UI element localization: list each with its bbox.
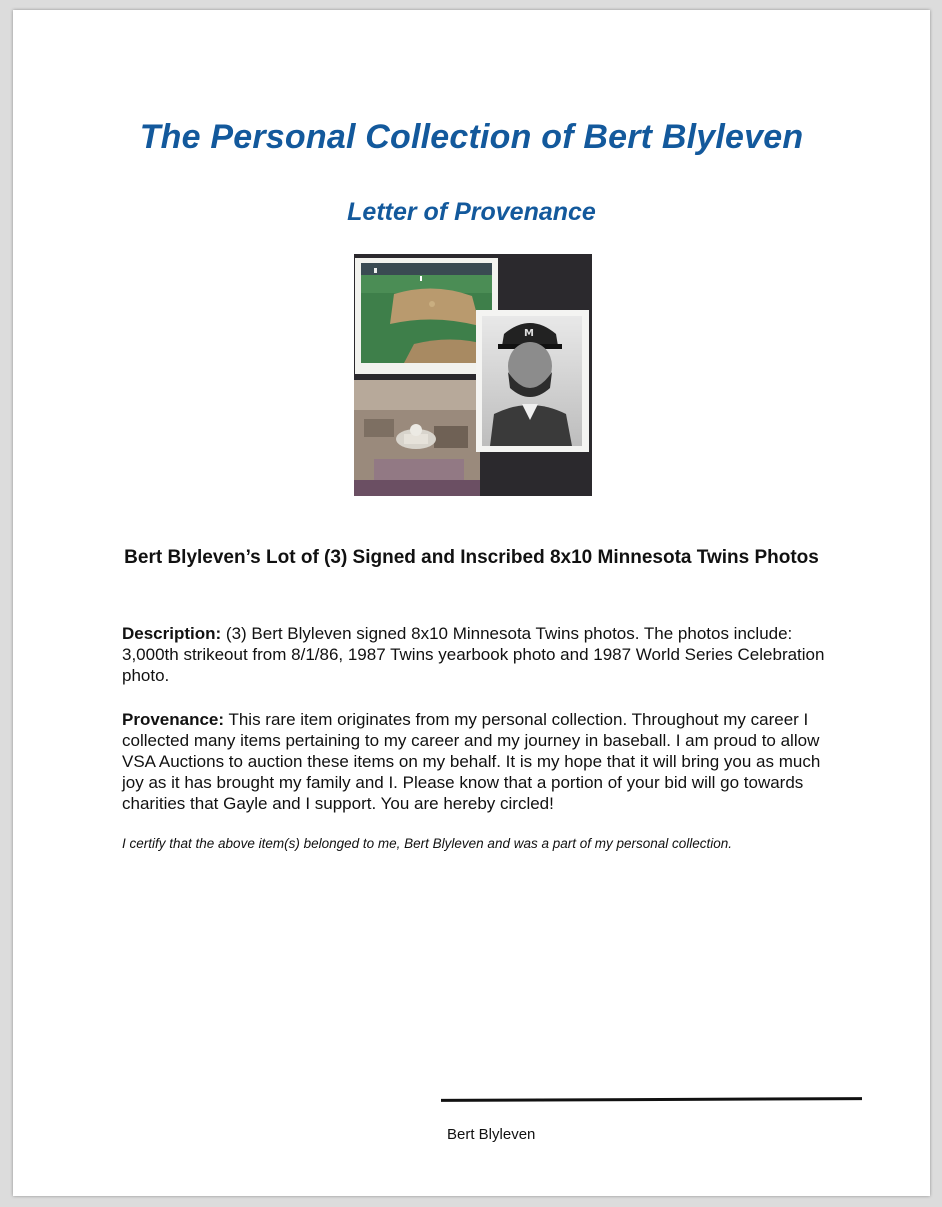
svg-text:M: M — [524, 328, 534, 339]
signature-line — [441, 1097, 862, 1102]
description-label: Description: — [122, 624, 222, 643]
provenance-label: Provenance: — [122, 710, 225, 729]
certification-statement: I certify that the above item(s) belonged to me, Bert Blyleven and was a part of my personal collection. — [122, 836, 733, 851]
lot-photo — [354, 254, 592, 496]
description-paragraph — [122, 623, 832, 686]
page-subtitle: Letter of Provenance — [347, 198, 596, 226]
lot-title: Bert Blyleven’s Lot of (3) Signed and Inscribed 8x10 Minnesota Twins Photos — [124, 547, 819, 568]
page-title: The Personal Collection of Bert Blyleven — [139, 118, 804, 156]
document-page — [13, 10, 930, 1196]
signature-name: Bert Blyleven — [447, 1126, 536, 1143]
provenance-paragraph — [122, 709, 832, 814]
provenance-text: This rare item originates from my personal collection. Throughout my career I collected many items pertaining to my career and my journey in baseball. I am proud to allow VSA Auctions to auction these items on my behalf. It is my hope that it will bring you as much joy as it has brought my family and I. Please know that a portion of your bid will go towards charities that Gayle and I support. You are hereby circled! — [122, 710, 821, 813]
description-text: (3) Bert Blyleven signed 8x10 Minnesota Twins photos. The photos include: 3,000th strikeout from 8/1/86, 1987 Twins yearbook photo and 1987 World Series Celebration photo. — [122, 624, 825, 685]
